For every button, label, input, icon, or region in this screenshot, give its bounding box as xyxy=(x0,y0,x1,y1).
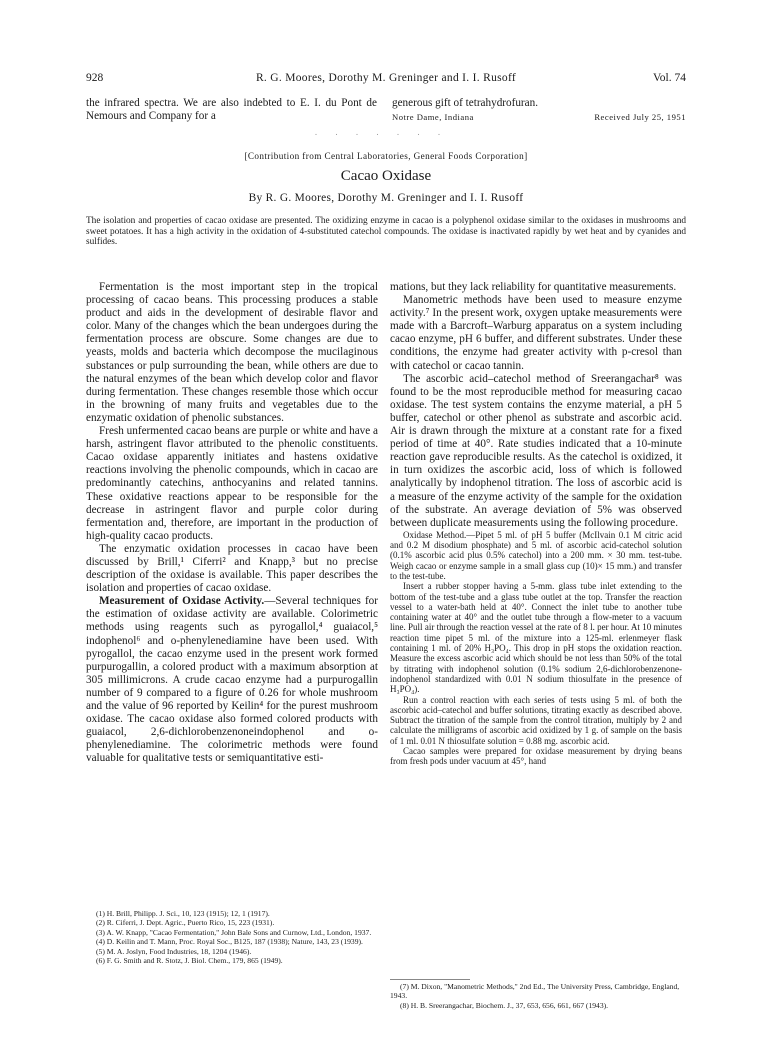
right-column xyxy=(390,281,682,767)
paragraph: Manometric methods have been used to measure enzyme activity.⁷ In the present work, oxygen uptake measurements were made with a Barcroft–Warburg apparatus on a system including cacao enzyme, pH 6 buffer, and different substrates. Under these conditions, the enzyme had greater activity with p-cresol than with catechol or cacao tannin. xyxy=(390,294,682,372)
paragraph: Fermentation is the most important step in the tropical processing of cacao beans. This processing produces a stable product and aids in the development of desirable flavor and color. Many of the changes which the bean undergoes during the fermentation process are obscure. Some changes are due to yeasts, molds and bacteria which decompose the mucilaginous substances or pulp surrounding the bean, while others are due to the natural enzymes of the bean which develop color and flavor during fermentation. These changes resemble those which occur in the browning of many fruits and vegetables due to the enzymatic oxidation of phenolic substances. xyxy=(86,281,378,424)
method-paragraph: Run a control reaction with each series of tests using 5 ml. of both the ascorbic acid–catechol and buffer solutions, titrating exactly as described above. Subtract the titration of the sample from the control titration, multiply by 2 and calculate the milligrams of ascorbic acid oxidized by 1 g. of sample on the basis of 1 ml. 0.01 N thiosulfate solution = 0.88 mg. ascorbic acid. xyxy=(390,694,682,746)
paragraph: The ascorbic acid–catechol method of Sreerangachar⁸ was found to be the most reproducible method for measuring cacao oxidase. The test system contains the enzyme material, a pH 5 buffer, catechol or other phenol as substrate and ascorbic acid. Air is drawn through the mixture at a constant rate for a fixed period of time at 40°. Rate studies indicated that a 10-minute reaction gave reproducible results. As the catechol is oxidized, it in turn oxidizes the ascorbic acid, loss of which is followed analytically by indophenol titration. The loss of ascorbic acid is a measure of the enzyme activity of the sample for the oxidation of the substrate. An average deviation of 5% was observed between duplicate measurements using the following procedure. xyxy=(390,372,682,529)
method-paragraph: Oxidase Method.—Pipet 5 ml. of pH 5 buffer (McIlvain 0.1 M citric acid and 0.2 M disodium phosphate) and 5 ml. of ascorbic acid-catechol solution (0.1% ascorbic acid plus 0.5% catechol) into a 200 mm. × 30 mm. test-tube. Weigh cacao or enzyme sample in a small glass cup (10)× 15 mm.) and transfer to the test-tube. xyxy=(390,529,682,581)
carryover-left-text: the infrared spectra. We are also indebted to E. I. du Pont de Nemours and Company for a xyxy=(86,97,377,122)
section-text: —Several techniques for the estimation of oxidase activity are available. Colorimetric methods using reagents such as pyrogallol,⁴ guaiacol,⁵ indophenol⁶ and o-phenylenediamine have been used. With pyrogallol, the cacao enzyme used in the present work formed purpurogallin, a colored product with a maximum absorption at 305 millimicrons. A crude cacao enzyme had a purpurogallin number of 9 compared to a figure of 0.26 for whole mushroom and the value of 96 reported by Keilin⁴ for the purest mushroom oxidase. The cacao oxidase also formed colored products with guaiacol, 2,6-dichlorobenzenoneindophenol and o-phenylenediamine. The colorimetric methods were found valuable for qualitative tests or semiquantitative esti- xyxy=(86,595,378,765)
footnote: (5) M. A. Joslyn, Food Industries, 18, 1204 (1946). xyxy=(96,946,252,956)
page-number: 928 xyxy=(86,72,104,84)
contribution-line: [Contribution from Central Laboratories, General Foods Corporation] xyxy=(244,151,528,161)
footnote: (4) D. Keilin and T. Mann, Proc. Royal Soc., B125, 187 (1938); Nature, 143, 23 (1939). xyxy=(96,937,363,947)
paragraph: mations, but they lack reliability for quantitative measurements. xyxy=(390,281,677,293)
footnote: (7) M. Dixon, "Manometric Methods," 2nd Ed., The University Press, Cambridge, England, 1943. xyxy=(390,982,680,1001)
header-authors: R. G. Moores, Dorothy M. Greninger and I. I. Rusoff xyxy=(255,72,517,84)
section-paragraph xyxy=(86,595,378,765)
left-footnotes xyxy=(86,909,378,965)
article-title: Cacao Oxidase xyxy=(340,168,432,184)
footnote: (6) F. G. Smith and R. Stotz, J. Biol. Chem., 179, 865 (1949). xyxy=(96,956,283,966)
footnote: (1) H. Brill, Philipp. J. Sci., 10, 123 (1915); 12, 1 (1917). xyxy=(96,909,270,918)
left-column xyxy=(86,281,378,765)
section-heading: Measurement of Oxidase Activity. xyxy=(99,595,265,608)
byline: By R. G. Moores, Dorothy M. Greninger and I. I. Rusoff xyxy=(248,192,524,204)
paragraph: Fresh unfermented cacao beans are purple or white and have a harsh, astringent flavor attributed to the phenolic constituents. Cacao oxidase apparently initiates and hastens oxidative reactions involving the phenolic compounds, which in cacao are predominantly catechins, anthocyanins and related tannins. These oxidative reactions appear to be responsible for the decrease in astringent flavor and purple color during fermentation and, therefore, are important in the production of high-quality cacao products. xyxy=(86,425,378,542)
abstract: The isolation and properties of cacao oxidase are presented. The oxidizing enzyme in cacao is a polyphenol oxidase similar to the oxidases in mushrooms and sweet potatoes. It has a high activity in the oxidation of 4-substituted catechol compounds. The oxidase is inactivated rapidly by wet heat and by cyanides and sulfides. xyxy=(86,216,686,248)
carryover-right-text: generous gift of tetrahydrofuran. xyxy=(392,97,539,109)
footnote: (8) H. B. Sreerangachar, Biochem. J., 37, 653, 656, 661, 667 (1943). xyxy=(400,1000,609,1010)
running-header xyxy=(86,72,686,88)
footnote: (3) A. W. Knapp, "Cacao Fermentation," John Bale Sons and Curnow, Ltd., London, 1937. xyxy=(96,927,372,937)
received-date: Received July 25, 1951 xyxy=(594,112,686,122)
footnote-rule xyxy=(390,979,470,980)
paragraph: The enzymatic oxidation processes in cacao have been discussed by Brill,¹ Ciferri² and Knapp,³ but no precise description of the oxidase is available. This paper describes the isolation and properties of cacao oxidase. xyxy=(86,542,378,595)
right-footnotes xyxy=(390,975,682,1010)
method-paragraph: Insert a rubber stopper having a 5-mm. glass tube inlet extending to the bottom of the test-tube and a glass tube outlet at the top. Transfer the reaction vessel to a water-bath held at 40°. Connect the inlet tube to another tube containing water at 40° and the outlet tube through a flow-meter to a vacuum line. Pull air through the reaction vessel at the rate of 8 l. per hour. At 10 minutes reaction time pipet 5 ml. of the mixture into a 125-ml. erlenmeyer flask containing 1 ml. of 20% H₃PO₄. This drop in pH stops the oxidation reaction. Measure the excess ascorbic acid which should be not less than 50% of the total by titrating with indophenol solution (0.1% sodium 2,6-dichlorobenzenone-indophenol standardized with 0.01 N sodium thiosulfate in the presence of H₃PO₄). xyxy=(390,581,682,695)
separator-dots: . . . . . . . xyxy=(314,127,449,137)
received-line xyxy=(392,111,686,124)
address: Notre Dame, Indiana xyxy=(392,112,474,122)
volume-label: Vol. 74 xyxy=(652,72,686,84)
footnote: (2) R. Ciferri, J. Dept. Agric., Puerto Rico, 15, 223 (1931). xyxy=(96,918,275,928)
carryover-right xyxy=(392,97,686,124)
method-paragraph: Cacao samples were prepared for oxidase measurement by drying beans from fresh pods under vacuum at 45°, hand xyxy=(390,746,682,767)
